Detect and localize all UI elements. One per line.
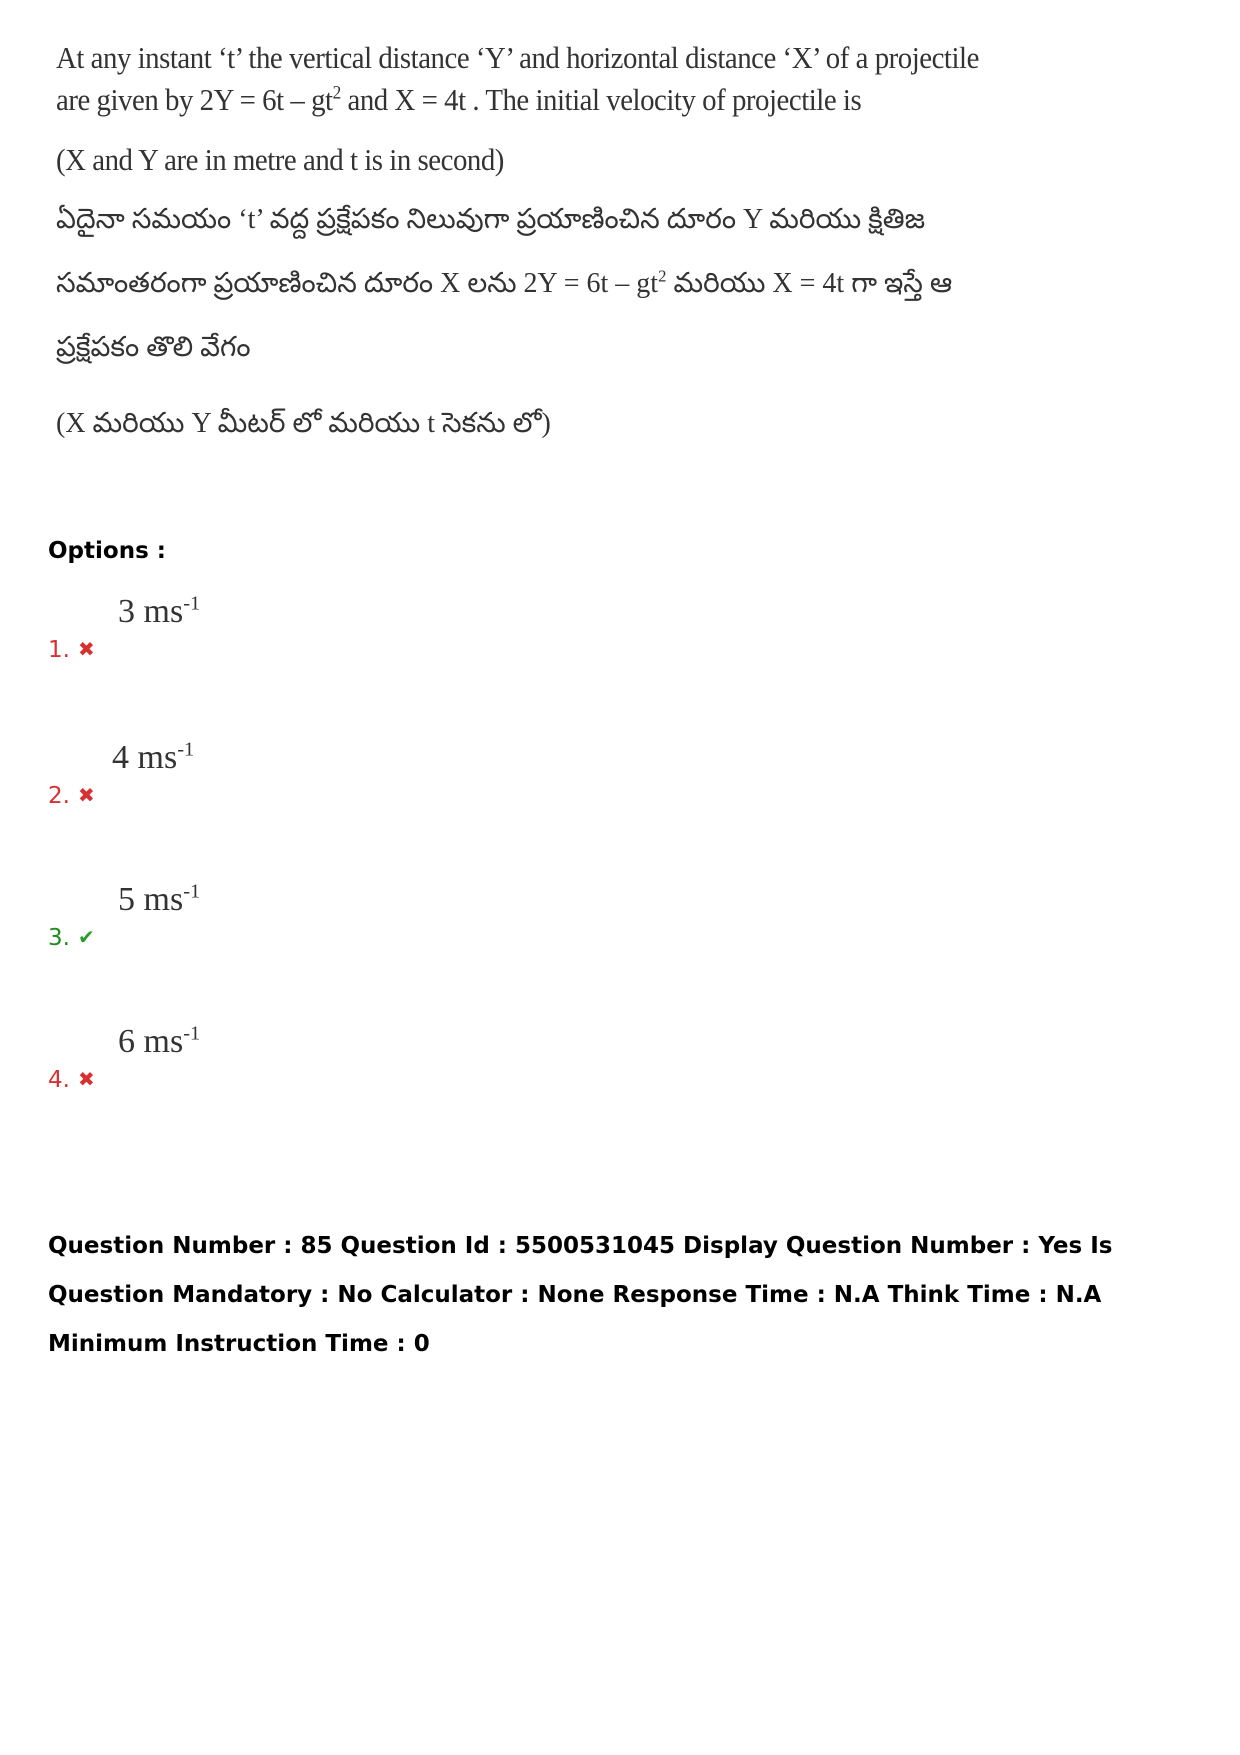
question-metadata: Question Number : 85 Question Id : 5500531045 Display Question Number : Yes Is Question Mandatory : No Calculator : None Response Time : N.A Think Time : N.A Minimum Instruction Time : 0 bbox=[48, 1233, 1113, 1357]
question-en-line-1: At any instant ‘t’ the vertical distance ‘Y’ and horizontal distance ‘X’ of a projectile bbox=[56, 40, 979, 75]
options-heading: Options : bbox=[48, 538, 166, 564]
question-te-line-1: ఏదైనా సమయం ‘t’ వద్ద ప్రక్షేపకం నిలువుగా ప్రయాణించిన దూరం Y మరియు క్షితిజ bbox=[56, 204, 926, 235]
question-te-line-3: ప్రక్షేపకం తొలి వేగం bbox=[56, 332, 251, 363]
option-number: 3. bbox=[48, 925, 70, 951]
option-value: 3 $ms^{-1}$ bbox=[118, 592, 201, 630]
option-1 bbox=[48, 593, 448, 663]
option-number: 4. bbox=[48, 1067, 70, 1093]
option-3 bbox=[48, 881, 448, 951]
question-te-line-4: (X మరియు Y మీటర్ లో మరియు t సెకను లో) bbox=[56, 408, 551, 439]
option-number: 2. bbox=[48, 783, 70, 809]
check-icon: ✔ bbox=[78, 925, 95, 949]
question-en-line-3: (X and Y are in metre and t is in second) bbox=[56, 142, 504, 177]
option-value: 4 $ms^{-1}$ bbox=[112, 738, 195, 776]
cross-icon: ✖ bbox=[78, 1067, 95, 1091]
option-4 bbox=[48, 1023, 448, 1093]
question-te-line-2: సమాంతరంగా ప్రయాణించిన దూరం X లను $2Y = 6t - gt^2$ మరియు X = 4t గా ఇస్తే ఆ bbox=[56, 266, 953, 299]
option-value: 5 $ms^{-1}$ bbox=[118, 880, 201, 918]
option-2 bbox=[48, 739, 448, 809]
question-image bbox=[48, 38, 979, 498]
option-value: 6 $ms^{-1}$ bbox=[118, 1022, 201, 1060]
cross-icon: ✖ bbox=[78, 637, 95, 661]
cross-icon: ✖ bbox=[78, 783, 95, 807]
question-en-line-2: are given by $2Y = 6t - gt^2$ and X = 4t . The initial velocity of projectile is bbox=[56, 82, 862, 117]
option-number: 1. bbox=[48, 637, 70, 663]
